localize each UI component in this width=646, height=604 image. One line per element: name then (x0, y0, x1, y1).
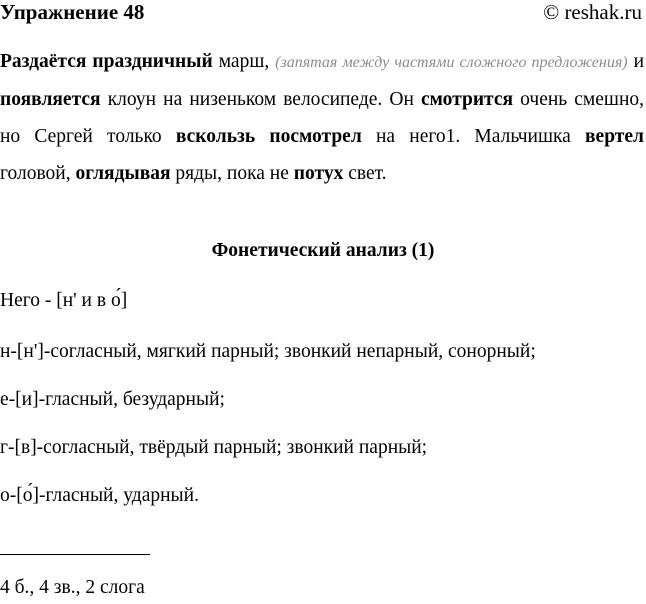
bold-word-vertel: вертел (585, 126, 644, 147)
bold-word-smotritsya: смотрится (420, 89, 514, 110)
text-segment: головой, (0, 163, 76, 184)
bold-word-vskolz-posmotrel: вскользь посмотрел (175, 126, 362, 147)
source-credit: © reshak.ru (543, 0, 642, 24)
bold-word-poyavlyaetsya: появляется (0, 89, 101, 110)
text-segment: и (627, 51, 645, 72)
phonetic-analysis-heading: Фонетический анализ (1) (211, 240, 435, 261)
text-segment: свет. (343, 163, 387, 184)
comma-note: (запятая между частями сложного предложения) (275, 54, 628, 71)
exercise-text (0, 43, 644, 192)
analysis-line-e: е-[и]-гласный, безударный; (0, 389, 225, 410)
footnote-divider (0, 554, 150, 555)
analysis-line-g: г-[в]-согласный, твёрдый парный; звонкий парный; (0, 437, 428, 458)
bold-word-oglyadyvaya: оглядывая (75, 163, 171, 184)
text-segment: марш, (212, 51, 276, 72)
analysis-line-o: о-[о́]-гласный, ударный. (0, 485, 199, 506)
summary-line: 4 б., 4 зв., 2 слога (0, 577, 145, 598)
text-segment: клоун на низеньком велосипеде. Он (100, 89, 421, 110)
analysis-line-n: н-[н']-согласный, мягкий парный; звонкий непарный, сонорный; (0, 341, 536, 362)
text-segment: на него1. Мальчишка (361, 126, 586, 147)
text-segment: ряды, пока не (170, 163, 294, 184)
exercise-title: Упражнение 48 (0, 0, 145, 24)
bold-word-razdaetsya: Раздаётся праздничный (0, 51, 213, 72)
transcription-line: Него - [н' и в о́] (0, 290, 128, 311)
text-segment: очень смешно, но Сергей только (0, 89, 645, 147)
bold-word-potuh: потух (293, 163, 344, 184)
page-header (0, 0, 646, 30)
